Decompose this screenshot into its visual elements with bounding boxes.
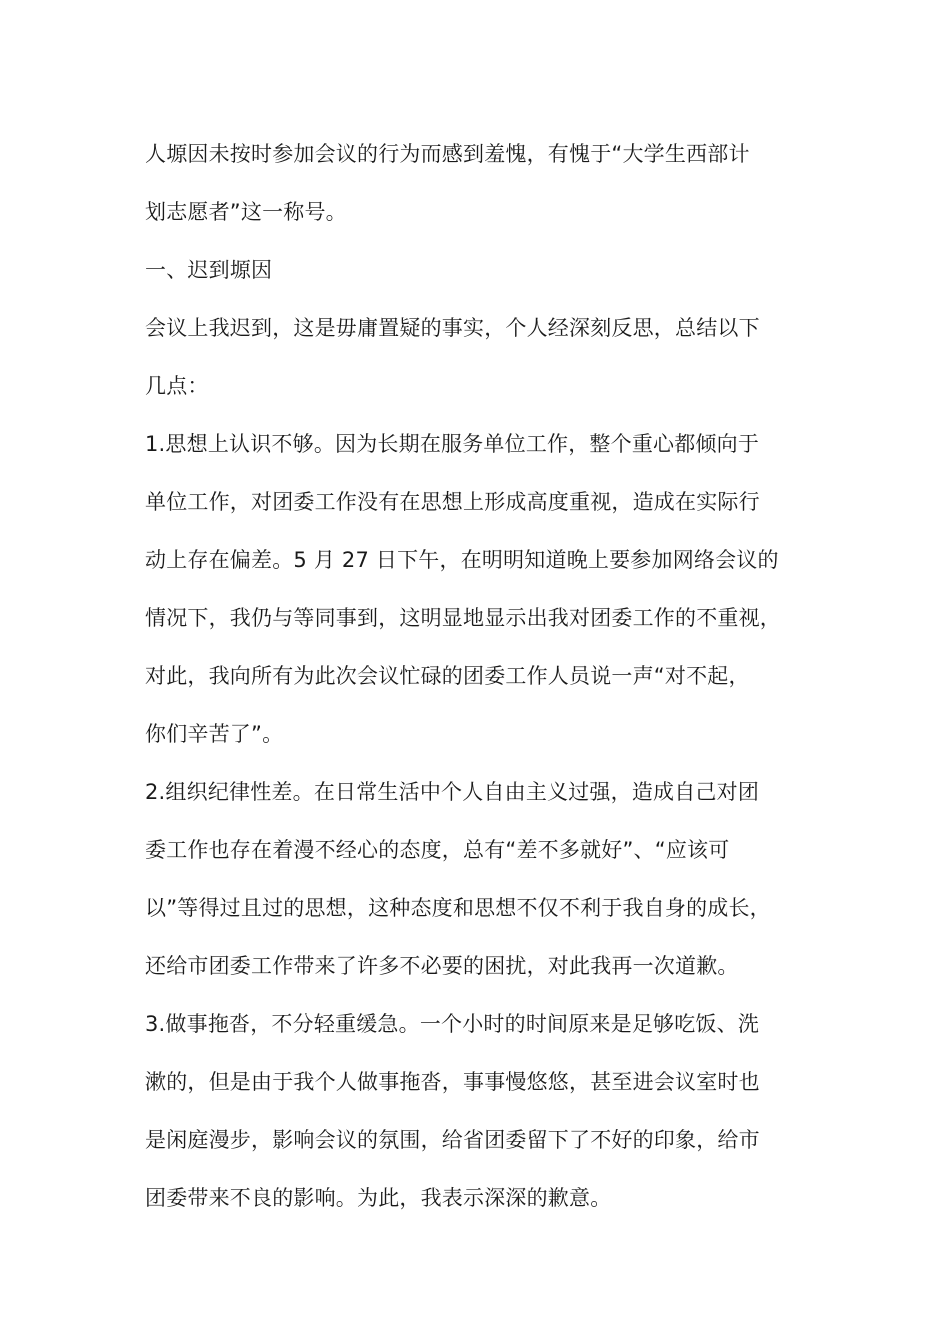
text-line: 人塬因未按时参加会议的行为而感到羞愧，有愧于“大学生西部计 — [145, 142, 750, 166]
text-line: 以”等得过且过的思想，这种态度和思想不仅不利于我自身的成长， — [145, 896, 771, 920]
text-line: 1.思想上认识不够。因为长期在服务单位工作，整个重心都倾向于 — [145, 432, 760, 456]
section-heading: 一、迟到塬因 — [145, 258, 273, 282]
text-line: 漱的，但是由于我个人做事拖沓，事事慢悠悠，甚至进会议室时也 — [145, 1070, 760, 1094]
text-line: 动上存在偏差。5 月 27 日下午，在明明知道晚上要参加网络会议的 — [145, 548, 779, 572]
text-line: 对此，我向所有为此次会议忙碌的团委工作人员说一声“对不起， — [145, 664, 750, 688]
text-line: 你们辛苦了”。 — [145, 722, 284, 746]
text-line: 还给市团委工作带来了许多不必要的困扰，对此我再一次道歉。 — [145, 954, 739, 978]
text-line: 2.组织纪律性差。在日常生活中个人自由主义过强，造成自己对团 — [145, 780, 760, 804]
text-line: 几点： — [145, 374, 209, 398]
text-line: 是闲庭漫步，影响会议的氛围，给省团委留下了不好的印象，给市 — [145, 1128, 760, 1152]
text-line: 会议上我迟到，这是毋庸置疑的事实，个人经深刻反思，总结以下 — [145, 316, 760, 340]
text-line: 单位工作，对团委工作没有在思想上形成高度重视，造成在实际行 — [145, 490, 760, 514]
text-line: 团委带来不良的影响。为此，我表示深深的歉意。 — [145, 1186, 612, 1210]
document-body — [145, 125, 825, 1227]
text-line: 情况下，我仍与等同事到，这明显地显示出我对团委工作的不重视， — [145, 606, 781, 630]
text-line: 3.做事拖沓，不分轻重缓急。一个小时的时间原来是足够吃饭、洗 — [145, 1012, 760, 1036]
text-line: 划志愿者”这一称号。 — [145, 200, 347, 224]
text-line: 委工作也存在着漫不经心的态度，总有“差不多就好”、“应该可 — [145, 838, 730, 862]
